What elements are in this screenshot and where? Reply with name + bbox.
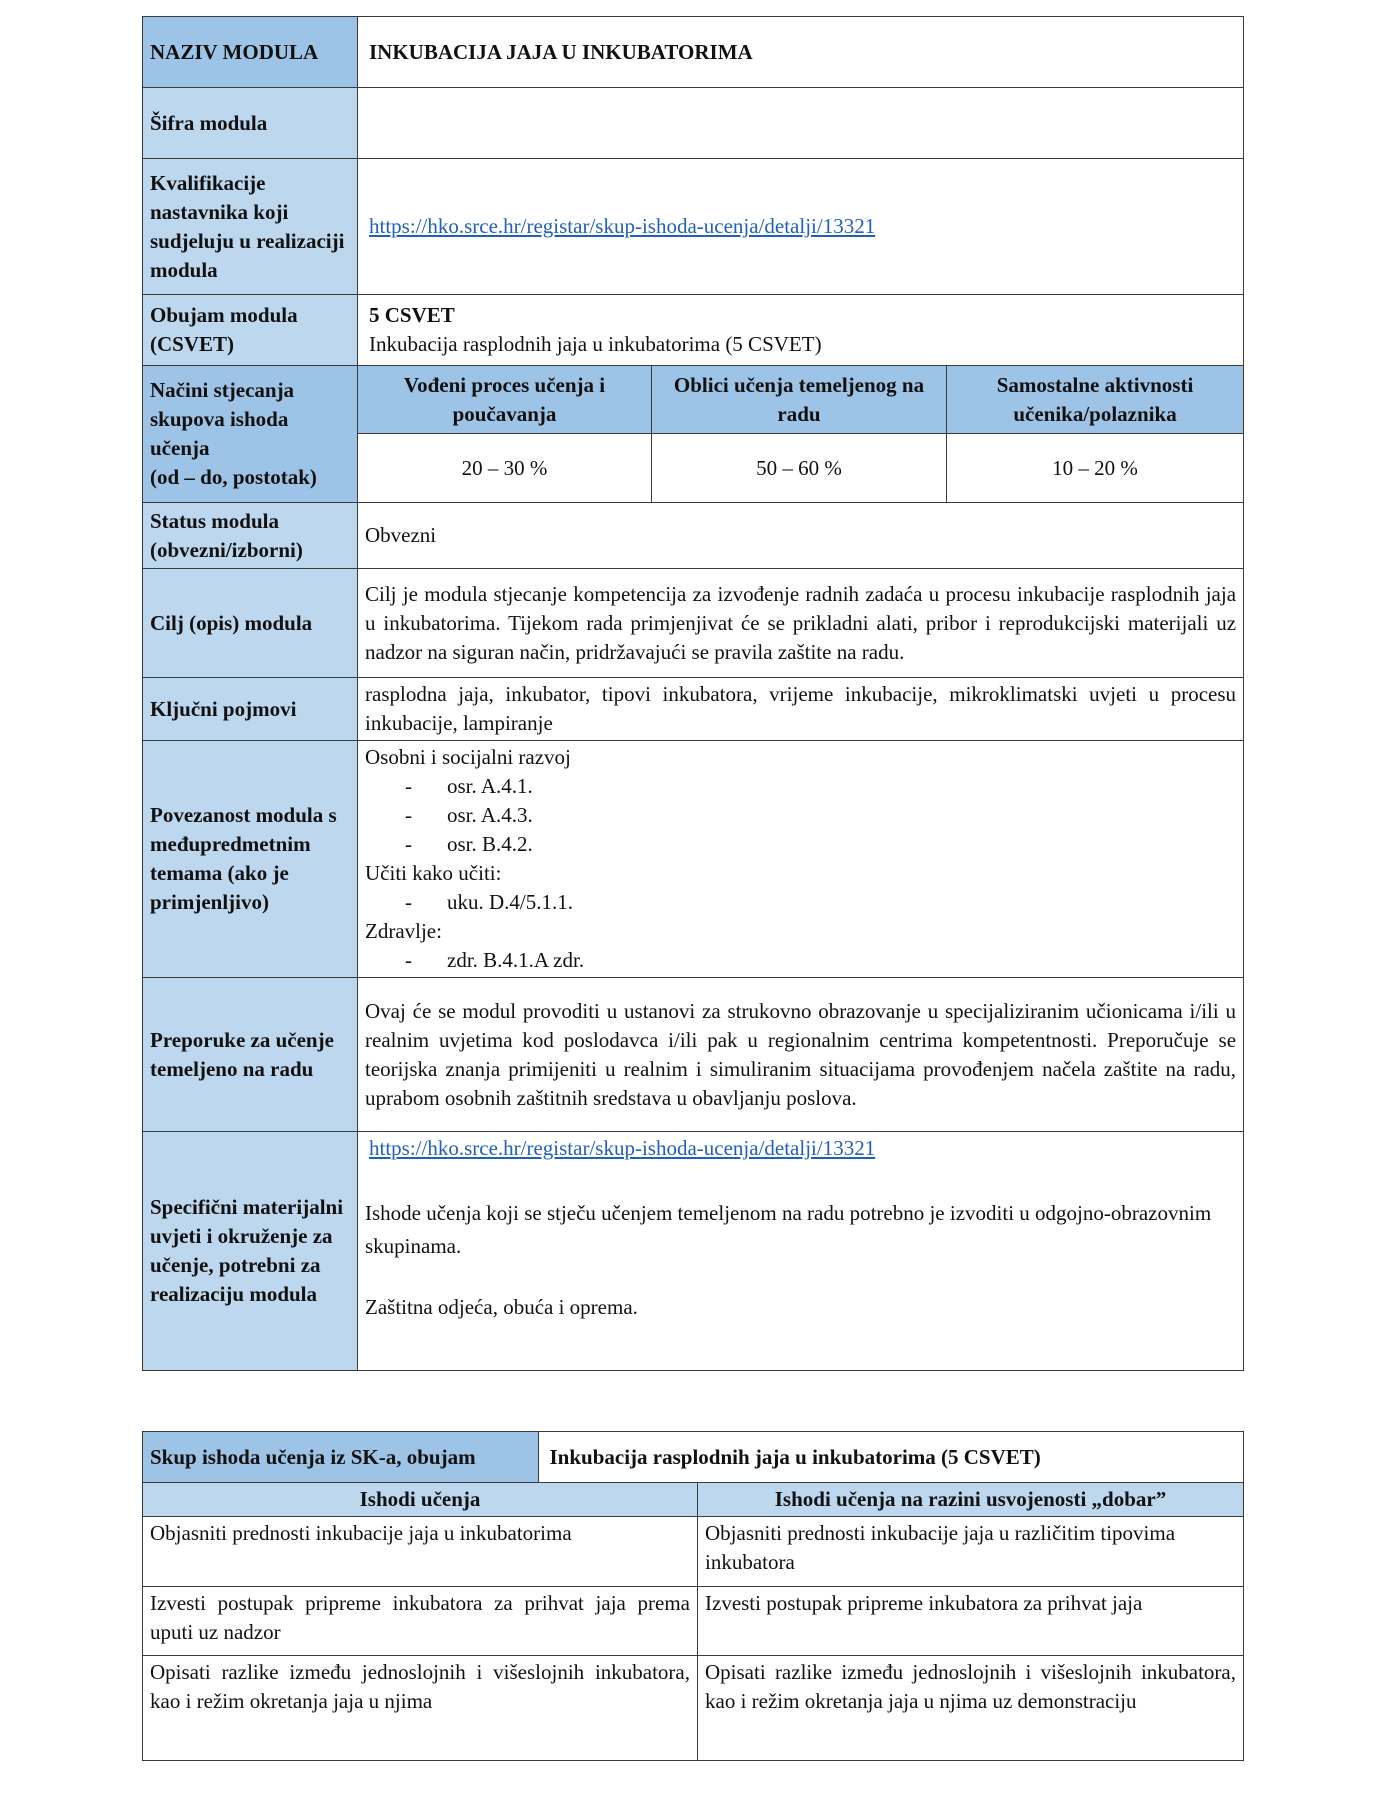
specificni-link[interactable]: https://hko.srce.hr/registar/skup-ishoda-ucenja/detalji/13321 xyxy=(369,1136,876,1160)
row-sifra xyxy=(143,88,1244,159)
nacini-label xyxy=(143,366,358,503)
table-row xyxy=(143,1587,1244,1656)
row-kvalifikacije xyxy=(143,159,1244,295)
povezanost-item: - zdr. B.4.1.A zdr. xyxy=(405,948,585,972)
nacini-col-value: 20 – 30 % xyxy=(358,434,652,503)
row-preporuke xyxy=(143,978,1244,1132)
preporuke-label: Preporuke za učenje temeljeno na radu xyxy=(143,978,358,1132)
module-info-table xyxy=(142,16,1244,1371)
row-nacini-header xyxy=(143,366,1244,434)
kljucni-value: rasplodna jaja, inkubator, tipovi inkubatora, vrijeme inkubacije, mikroklimatski uvjeti u procesu inkubacije, lampiranje xyxy=(358,678,1244,741)
cilj-value: Cilj je modula stjecanje kompetencija za izvođenje radnih zadaća u procesu inkubacije rasplodnih jaja u inkubatorima. Tijekom rada primjenjivat će se prikladni alati, pribor i reprodukcijski materijali uz nadzor na siguran način, pridržavajući se pravila zaštite na radu. xyxy=(358,569,1244,678)
nacini-label-text: Načini stjecanja skupova ishoda učenja xyxy=(150,378,295,460)
row-naziv xyxy=(143,17,1244,88)
col-ishodi-header: Ishodi učenja xyxy=(143,1483,698,1517)
povezanost-item: - osr. B.4.2. xyxy=(405,832,533,856)
povezanost-group-title: Osobni i socijalni razvoj xyxy=(365,745,571,769)
ishod-cell: Objasniti prednosti inkubacije jaja u inkubatorima xyxy=(143,1517,698,1587)
specificni-value xyxy=(358,1132,1244,1371)
row-set xyxy=(143,1432,1244,1483)
povezanost-group-title: Učiti kako učiti: xyxy=(365,861,502,885)
outcomes-table xyxy=(142,1431,1244,1761)
povezanost-item: - uku. D.4/5.1.1. xyxy=(405,890,573,914)
preporuke-value: Ovaj će se modul provoditi u ustanovi za strukovno obrazovanje u specijaliziranim učionicama i/ili u realnim uvjetima kod poslodavca i/ili pak u regionalnim centrima kompetentnosti. Preporučuje se teorijska znanja primijeniti u realnim i simuliranim situacijama provođenjem načela zaštite na radu, uprabom osobnih zaštitnih sredstava u obavljanju poslova. xyxy=(358,978,1244,1132)
povezanost-item: - osr. A.4.1. xyxy=(405,774,533,798)
obujam-label: Obujam modula (CSVET) xyxy=(143,295,358,366)
set-value: Inkubacija rasplodnih jaja u inkubatorima (5 CSVET) xyxy=(549,1444,1041,1469)
cilj-label: Cilj (opis) modula xyxy=(143,569,358,678)
nacini-col-value: 50 – 60 % xyxy=(652,434,947,503)
povezanost-item: - osr. A.4.3. xyxy=(405,803,533,827)
povezanost-label: Povezanost modula s međupredmetnim temama (ako je primjenljivo) xyxy=(143,741,358,978)
nacini-col-header: Oblici učenja temeljenog na radu xyxy=(652,366,947,434)
sifra-label: Šifra modula xyxy=(143,88,358,159)
kvalifikacije-link[interactable]: https://hko.srce.hr/registar/skup-ishoda-ucenja/detalji/13321 xyxy=(369,214,876,238)
povezanost-value xyxy=(358,741,1244,978)
row-cilj xyxy=(143,569,1244,678)
col-dobar-header: Ishodi učenja na razini usvojenosti „dobar” xyxy=(698,1483,1244,1517)
row-outcomes-header xyxy=(143,1483,1244,1517)
specificni-label: Specifični materijalni uvjeti i okruženje za učenje, potrebni za realizaciju modula xyxy=(143,1132,358,1371)
table-row xyxy=(143,1517,1244,1587)
table-row xyxy=(143,1656,1244,1761)
nacini-col-value: 10 – 20 % xyxy=(947,434,1244,503)
row-status xyxy=(143,503,1244,569)
row-obujam xyxy=(143,295,1244,366)
specificni-p1: Ishode učenja koji se stječu učenjem temeljenom na radu potrebno je izvoditi u odgojno-obrazovnim skupinama. xyxy=(365,1201,1212,1258)
kljucni-label: Ključni pojmovi xyxy=(143,678,358,741)
nacini-col-header: Samostalne aktivnosti učenika/polaznika xyxy=(947,366,1244,434)
status-label: Status modula (obvezni/izborni) xyxy=(143,503,358,569)
obujam-value-detail: Inkubacija rasplodnih jaja u inkubatorima (5 CSVET) xyxy=(369,332,822,356)
povezanost-group-title: Zdravlje: xyxy=(365,919,442,943)
nacini-col-header: Vođeni proces učenja i poučavanja xyxy=(358,366,652,434)
row-specificni xyxy=(143,1132,1244,1371)
obujam-value-bold: 5 CSVET xyxy=(369,303,455,327)
dobar-cell: Objasniti prednosti inkubacije jaja u različitim tipovima inkubatora xyxy=(698,1517,1244,1587)
set-label: Skup ishoda učenja iz SK-a, obujam xyxy=(143,1432,538,1482)
dobar-cell: Izvesti postupak pripreme inkubatora za prihvat jaja xyxy=(698,1587,1244,1656)
row-povezanost xyxy=(143,741,1244,978)
naziv-label: NAZIV MODULA xyxy=(143,17,358,88)
ishod-cell: Opisati razlike između jednoslojnih i višeslojnih inkubatora, kao i režim okretanja jaja u njima xyxy=(143,1656,698,1761)
ishod-cell: Izvesti postupak pripreme inkubatora za prihvat jaja prema uputi uz nadzor xyxy=(143,1587,698,1656)
dobar-cell: Opisati razlike između jednoslojnih i višeslojnih inkubatora, kao i režim okretanja jaja u njima uz demonstraciju xyxy=(698,1656,1244,1761)
nacini-label-suffix: (od – do, postotak) xyxy=(150,465,317,489)
sifra-value xyxy=(358,88,1244,159)
status-value: Obvezni xyxy=(358,503,1244,569)
row-kljucni xyxy=(143,678,1244,741)
specificni-p2: Zaštitna odjeća, obuća i oprema. xyxy=(365,1295,638,1319)
kvalifikacije-label: Kvalifikacije nastavnika koji sudjeluju u realizaciji modula xyxy=(143,159,358,295)
naziv-value: INKUBACIJA JAJA U INKUBATORIMA xyxy=(358,17,1244,88)
